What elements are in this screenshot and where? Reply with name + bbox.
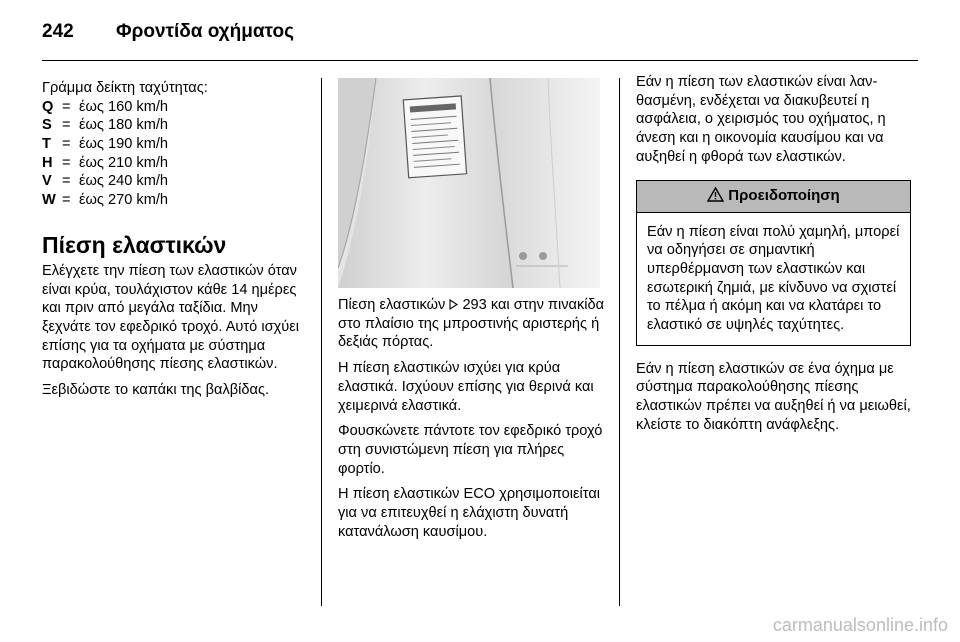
speed-rating-row	[42, 135, 306, 154]
left-column	[42, 79, 306, 407]
header-rule	[42, 60, 918, 61]
tpms-paragraph: Εάν η πίεση ελαστικών σε ένα όχημα με σύστημα παρακολούθησης πίεσης ελαστικών πρέπει να αυξηθεί ή να μειωθεί, κλείστε το διακόπτη ανάφλεξης.	[636, 360, 911, 433]
speed-value: έως 190 km/h	[79, 136, 169, 153]
speed-code: H	[42, 154, 53, 171]
cold-tyres-paragraph: Η πίεση ελαστικών ισχύει για κρύα ελαστικά. Ισχύουν επίσης για θερινά και χειμερινά ελαστικά.	[338, 360, 594, 414]
warning-triangle-icon	[707, 187, 724, 206]
page-header	[42, 16, 294, 48]
speed-rating-list	[42, 98, 306, 210]
right-column	[636, 73, 911, 442]
speed-rating-row	[42, 172, 306, 191]
reference-text-a: Πίεση ελαστικών	[338, 297, 446, 313]
middle-column	[338, 296, 606, 548]
equals-sign: =	[62, 117, 71, 134]
speed-value: έως 160 km/h	[79, 98, 169, 115]
spare-wheel-paragraph: Φουσκώνετε πάντοτε τον εφεδρικό τροχό στη συνιστώμενη πίεση για πλήρες φορτίο.	[338, 423, 603, 477]
warning-header	[637, 181, 910, 213]
speed-rating-row	[42, 98, 306, 117]
speed-rating-row	[42, 116, 306, 135]
equals-sign: =	[62, 192, 71, 209]
section-heading: Πίεση ελαστικών	[42, 231, 227, 258]
speed-code: W	[42, 192, 56, 209]
speed-rating-row	[42, 191, 306, 210]
eco-pressure-paragraph: Η πίεση ελαστικών ECO χρησιμοποιείται για να επιτευχθεί η ελάχιστη δυνατή κατανάλωση καυσίμου.	[338, 486, 601, 540]
pressure-reference-paragraph	[338, 296, 606, 352]
watermark: carmanualsonline.info	[772, 615, 948, 635]
door-pillar-drawing	[338, 78, 600, 288]
speed-code: S	[42, 117, 52, 134]
chapter-title: Φροντίδα οχήματος	[116, 21, 294, 42]
speed-code: T	[42, 136, 51, 153]
speed-value: έως 180 km/h	[79, 117, 169, 134]
speed-value: έως 210 km/h	[79, 154, 169, 171]
warning-title: Προειδοποίηση	[728, 186, 840, 204]
speed-code: V	[42, 173, 52, 190]
column-divider-left	[321, 78, 322, 606]
equals-sign: =	[62, 173, 71, 190]
equals-sign: =	[62, 98, 71, 115]
speed-rating-row	[42, 154, 306, 173]
speed-value: έως 240 km/h	[79, 173, 169, 190]
pointer-triangle-icon	[449, 297, 458, 313]
speed-code: Q	[42, 98, 54, 115]
speed-value: έως 270 km/h	[79, 192, 169, 209]
door-pillar-illustration	[338, 78, 600, 288]
page-number: 242	[42, 21, 74, 42]
reference-text-b: 293 και στην πινακίδα στο πλαίσιο της μπροστινής αριστερής ή δεξιάς πόρτας.	[338, 297, 605, 351]
warning-box	[636, 180, 911, 346]
valve-cap-paragraph: Ξεβιδώστε το καπάκι της βαλβίδας.	[42, 382, 270, 399]
equals-sign: =	[62, 154, 71, 171]
speed-rating-intro: Γράμμα δείκτη ταχύτητας:	[42, 80, 208, 96]
equals-sign: =	[62, 136, 71, 153]
column-divider-right	[619, 78, 620, 606]
incorrect-pressure-paragraph: Εάν η πίεση των ελαστικών είναι λανθασμένη, ενδέχεται να διακυβευτεί η ασφάλεια, ο χειρισμός του οχήματος, η άνεση και η οικονομία καυσίμου και να αυξηθεί η φθορά των ελαστικών.	[636, 74, 886, 165]
tyre-check-paragraph: Ελέγχετε την πίεση των ελαστικών όταν είναι κρύα, τουλάχιστον κάθε 14 ημέρες και πριν από μεγάλα ταξίδια. Μην ξεχνάτε τον εφεδρικό τροχό. Αυτό ισχύει επίσης για τα οχήματα με σύστημα παρακολούθησης πίεσης ελαστικών.	[42, 262, 299, 373]
warning-text: Εάν η πίεση είναι πολύ χαμηλή, μπορεί να οδηγήσει σε σημαντική υπερθέρμανση των ελαστικών και εσωτερική ζημιά, με κίνδυνο να σχιστεί το πέλμα ή ακόμη και να κλατάρει το ελαστικό σε υψηλές ταχύτητες.	[647, 223, 900, 334]
